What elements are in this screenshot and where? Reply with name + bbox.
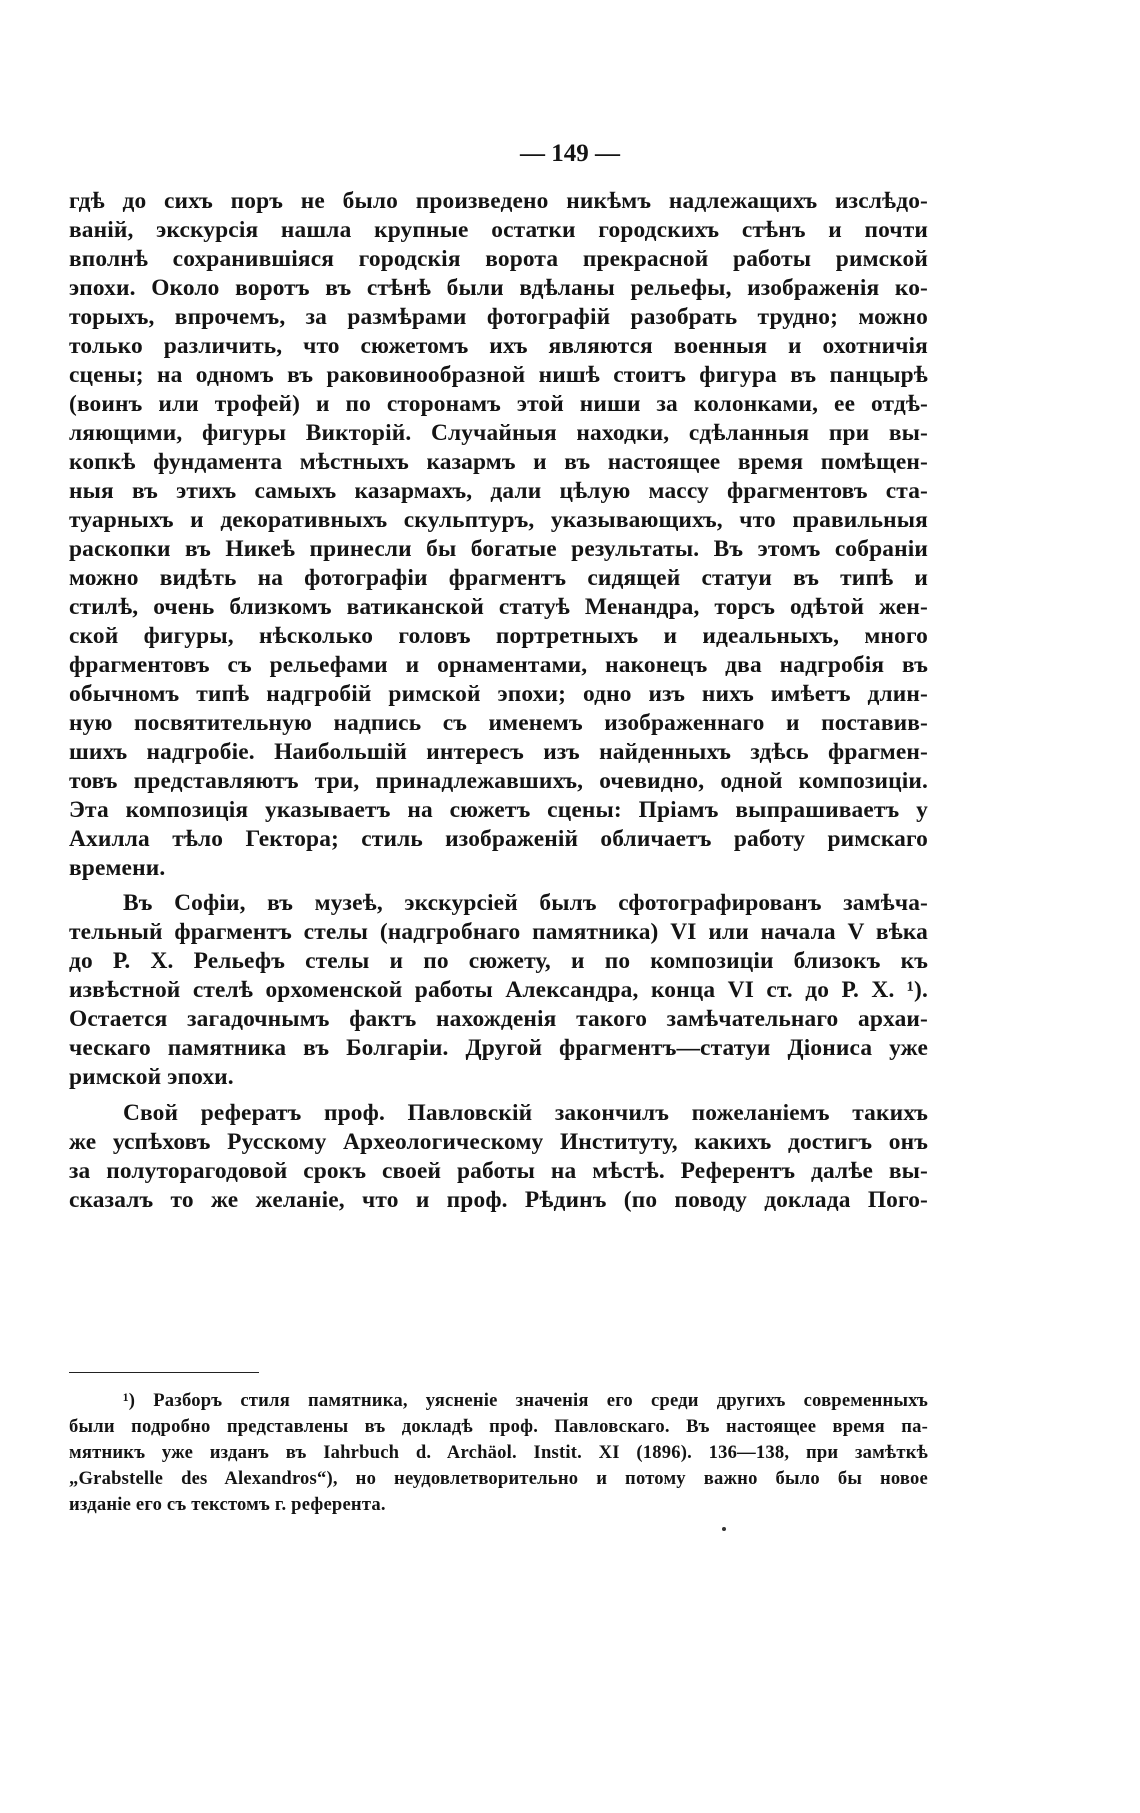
footnote-line: мятникъ уже изданъ въ Iahrbuch d. Archäol. Instit. XI (1896). 136—138, при замѣткѣ: [69, 1442, 928, 1463]
body-line: стилѣ, очень близкомъ ватиканской статуѣ Менандра, торсъ одѣтой жен-: [69, 594, 928, 620]
footnote-divider: [69, 1372, 259, 1373]
body-line: фрагментовъ съ рельефами и орнаментами, наконецъ два надгробія въ: [69, 652, 928, 678]
footnote-line: ¹) Разборъ стиля памятника, уясненіе значенія его среди другихъ современныхъ: [123, 1390, 928, 1411]
footnote-line: „Grabstelle des Alexandros“), но неудовлетворительно и потому важно было бы новое: [69, 1468, 928, 1489]
body-line: за полуторагодовой срокъ своей работы на мѣстѣ. Референтъ далѣе вы-: [69, 1158, 928, 1184]
body-line: сказалъ то же желаніе, что и проф. Рѣдинъ (по поводу доклада Пого-: [69, 1187, 928, 1213]
body-line: копкѣ фундамента мѣстныхъ казармъ и въ настоящее время помѣщен-: [69, 449, 928, 475]
body-line: товъ представляютъ три, принадлежавшихъ, очевидно, одной композиціи.: [69, 768, 928, 794]
body-line: Свой рефератъ проф. Павловскій закончилъ пожеланіемъ такихъ: [123, 1100, 928, 1126]
body-line: (воинъ или трофей) и по сторонамъ этой ниши за колонками, ее отдѣ-: [69, 391, 928, 417]
body-line: шихъ надгробіе. Наибольшій интересъ изъ найденныхъ здѣсь фрагмен-: [69, 739, 928, 765]
body-line: ской фигуры, нѣсколько головъ портретныхъ и идеальныхъ, много: [69, 623, 928, 649]
body-line: тельный фрагментъ стелы (надгробнаго памятника) VI или начала V вѣка: [69, 919, 928, 945]
body-line: ныя въ этихъ самыхъ казармахъ, дали цѣлую массу фрагментовъ ста-: [69, 478, 928, 504]
page-number: — 149 —: [520, 140, 620, 167]
body-line: извѣстной стелѣ орхоменской работы Александра, конца VI ст. до Р. Х. ¹).: [69, 977, 928, 1003]
body-line: же успѣховъ Русскому Археологическому Институту, какихъ достигъ онъ: [69, 1129, 928, 1155]
body-line: Въ Софіи, въ музеѣ, экскурсіей былъ сфотографированъ замѣча-: [123, 890, 928, 916]
body-line: до Р. Х. Рельефъ стелы и по сюжету, и по композиціи близокъ къ: [69, 948, 928, 974]
body-line: ную посвятительную надпись съ именемъ изображеннаго и поставив-: [69, 710, 928, 736]
footnote-line: изданіе его съ текстомъ г. референта.: [69, 1494, 386, 1515]
body-line: Остается загадочнымъ фактъ нахожденія такого замѣчательнаго архаи-: [69, 1006, 928, 1032]
body-line: только различить, что сюжетомъ ихъ являются военныя и охотничія: [69, 333, 928, 359]
ink-speck: [722, 1527, 726, 1531]
body-line: вполнѣ сохранившіяся городскія ворота прекрасной работы римской: [69, 246, 928, 272]
body-line: Ахилла тѣло Гектора; стиль изображеній обличаетъ работу римскаго: [69, 826, 928, 852]
body-line: ческаго памятника въ Болгаріи. Другой фрагментъ—статуи Діониса уже: [69, 1035, 928, 1061]
body-line: Эта композиція указываетъ на сюжетъ сцены: Пріамъ выпрашиваетъ у: [69, 797, 928, 823]
body-line: можно видѣть на фотографіи фрагментъ сидящей статуи въ типѣ и: [69, 565, 928, 591]
body-line: гдѣ до сихъ поръ не было произведено никѣмъ надлежащихъ изслѣдо-: [69, 188, 928, 214]
body-line: ваній, экскурсія нашла крупные остатки городскихъ стѣнъ и почти: [69, 217, 928, 243]
body-line: торыхъ, впрочемъ, за размѣрами фотографій разобрать трудно; можно: [69, 304, 928, 330]
body-line: ляющими, фигуры Викторій. Случайныя находки, сдѣланныя при вы-: [69, 420, 928, 446]
body-line: сцены; на одномъ въ раковинообразной нишѣ стоитъ фигура въ панцырѣ: [69, 362, 928, 388]
body-line: эпохи. Около воротъ въ стѣнѣ были вдѣланы рельефы, изображенія ко-: [69, 275, 928, 301]
body-line: времени.: [69, 855, 166, 881]
body-line: римской эпохи.: [69, 1064, 234, 1090]
body-line: раскопки въ Никеѣ принесли бы богатые результаты. Въ этомъ собраніи: [69, 536, 928, 562]
body-line: обычномъ типѣ надгробій римской эпохи; одно изъ нихъ имѣетъ длин-: [69, 681, 928, 707]
body-line: туарныхъ и декоративныхъ скульптуръ, указывающихъ, что правильныя: [69, 507, 928, 533]
footnote-line: были подробно представлены въ докладѣ проф. Павловскаго. Въ настоящее время па-: [69, 1416, 928, 1437]
